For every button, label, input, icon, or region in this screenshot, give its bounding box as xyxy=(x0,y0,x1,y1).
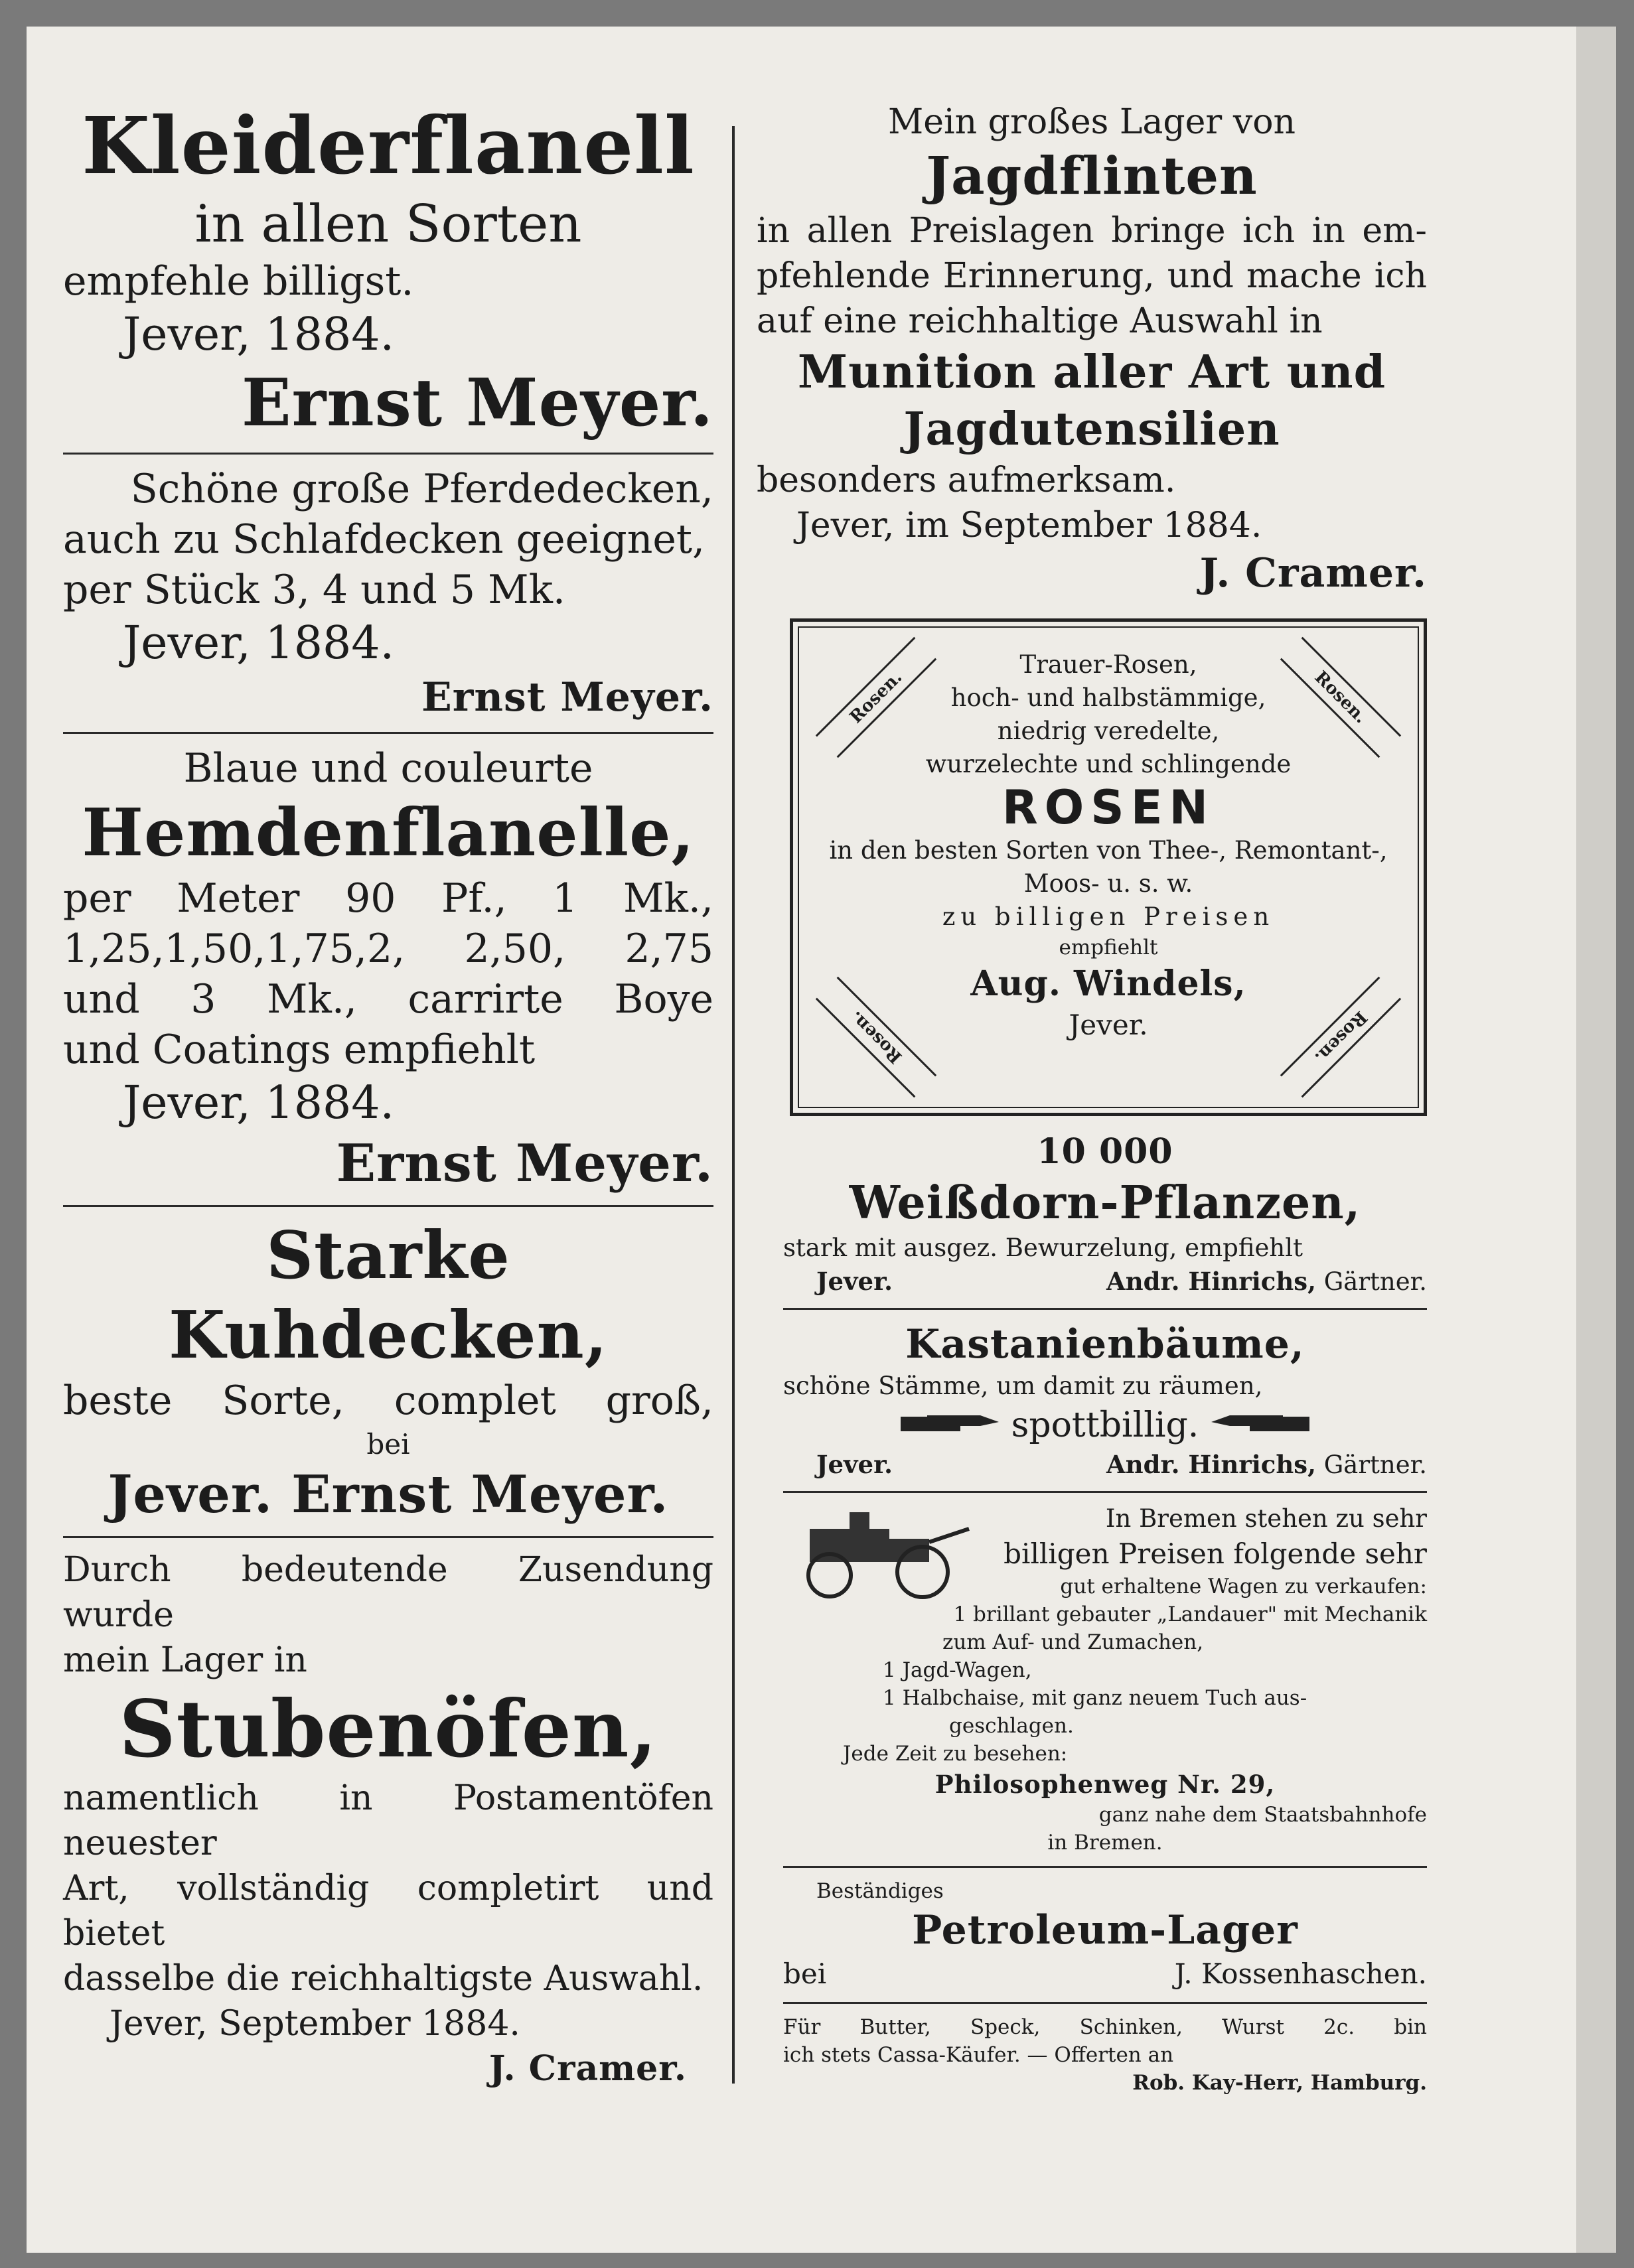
ad-signature-row xyxy=(783,1448,1427,1482)
ad-line: namentlich in Postamentöfen neuester xyxy=(63,1778,713,1863)
ad-line: Mein großes Lager von xyxy=(888,102,1296,142)
ad-wagen xyxy=(783,1502,1427,1857)
ad-line: ich stets Cassa-Käufer. — Offerten an xyxy=(783,2043,1174,2067)
ad-line: und Coatings empfiehlt xyxy=(63,1027,536,1073)
ad-line: empfiehlt xyxy=(1059,936,1158,959)
ad-title: Kleiderflanell xyxy=(82,100,695,192)
ad-title: Hemdenflanelle, xyxy=(82,795,695,871)
ad-price-row xyxy=(783,1403,1427,1448)
pointing-hand-left-icon xyxy=(1210,1410,1309,1437)
ad-place: Jever. xyxy=(816,1267,893,1296)
ad-petroleum xyxy=(783,1877,1427,1993)
rule xyxy=(63,1536,713,1538)
ad-rosen-box xyxy=(790,618,1427,1116)
ad-place: Jever, September 1884. xyxy=(110,2004,520,2044)
ad-signature: Andr. Hinrichs, xyxy=(1106,1267,1316,1296)
ad-signature: J. Cramer. xyxy=(1199,550,1427,597)
ad-kastanien xyxy=(783,1319,1427,1482)
ad-line: beste Sorte, complet groß, xyxy=(63,1378,713,1424)
ad-line: geschlagen. xyxy=(949,1714,1074,1738)
ad-line: in den besten Sorten von Thee-, Remontant-, xyxy=(829,836,1388,865)
ad-title: Jagdflinten xyxy=(926,146,1258,206)
ad-line: in Bremen. xyxy=(1047,1831,1163,1855)
right-column xyxy=(757,100,1427,2097)
ad-line: besonders aufmerksam. xyxy=(757,461,1176,500)
ad-line: In Bremen stehen zu sehr xyxy=(1105,1504,1427,1533)
ad-line: bei xyxy=(783,1957,827,1990)
ad-line: ganz nahe dem Staatsbahnhofe xyxy=(1098,1803,1427,1827)
ad-place: Jever. xyxy=(1069,1009,1148,1041)
ad-line: per Meter 90 Pf., 1 Mk., xyxy=(63,875,713,922)
corner-label: Rosen. xyxy=(816,977,936,1098)
ad-line: dasselbe die reichhaltigste Auswahl. xyxy=(63,1959,704,1999)
ad-place: Jever, 1884. xyxy=(123,309,395,361)
ad-line: mein Lager in xyxy=(63,1640,307,1680)
rule xyxy=(63,732,713,734)
ad-title: Petroleum-Lager xyxy=(912,1907,1298,1953)
rule xyxy=(63,1205,713,1207)
ad-signature: J. Cramer. xyxy=(488,2048,687,2089)
ad-line: gut erhaltene Wagen zu verkaufen: xyxy=(1060,1575,1427,1598)
ad-line: niedrig veredelte, xyxy=(997,717,1220,745)
ad-line: Durch bedeutende Zusendung wurde xyxy=(63,1550,713,1635)
ad-signature: Ernst Meyer. xyxy=(241,365,713,441)
ad-line: Blaue und couleurte xyxy=(183,745,593,792)
ad-signature: Ernst Meyer. xyxy=(421,674,713,721)
ad-jagdflinten xyxy=(757,100,1427,599)
pointing-hand-right-icon xyxy=(901,1410,1000,1437)
ad-line: wurzelechte und schlingende xyxy=(925,750,1292,778)
ad-trade: Gärtner. xyxy=(1323,1451,1427,1479)
rule xyxy=(783,2002,1427,2004)
ad-line: pfehlende Erinnerung, und mache ich xyxy=(757,256,1427,296)
ad-hemdenflanelle xyxy=(63,743,713,1196)
corner-label: Rosen. xyxy=(1280,977,1401,1098)
ad-signature: Ernst Meyer. xyxy=(336,1133,713,1194)
ad-title: ROSEN xyxy=(1002,780,1215,835)
ad-weissdorn xyxy=(783,1129,1427,1299)
ad-signature: Andr. Hinrichs, xyxy=(1106,1450,1316,1479)
ad-line: Trauer-Rosen, xyxy=(1019,650,1197,679)
rule xyxy=(783,1308,1427,1310)
ad-line: Art, vollständig completirt und bietet xyxy=(63,1869,713,1953)
ad-line: und 3 Mk., carrirte Boye xyxy=(63,976,713,1023)
column-divider xyxy=(732,126,735,2084)
ad-line: Beständiges xyxy=(816,1879,944,1903)
ad-line: spottbillig. xyxy=(1011,1405,1199,1445)
ad-line: Schöne große Pferdedecken, xyxy=(130,466,713,512)
ad-line: billigen Preisen folgende sehr xyxy=(1003,1537,1427,1570)
ad-signature-row xyxy=(783,1955,1427,1993)
left-column xyxy=(63,100,713,2091)
ad-line: stark mit ausgez. Bewurzelung, empfiehlt xyxy=(783,1234,1303,1262)
ad-place: Jever, 1884. xyxy=(123,617,395,670)
ad-trade: Gärtner. xyxy=(1323,1267,1427,1296)
ad-line: 1 Halbchaise, mit ganz neuem Tuch aus- xyxy=(883,1686,1307,1710)
rule xyxy=(63,453,713,455)
ad-title: Starke Kuhdecken, xyxy=(169,1218,608,1374)
ad-line: in allen Preislagen bringe ich in em- xyxy=(757,211,1427,251)
rule xyxy=(783,1491,1427,1493)
ad-line: Jede Zeit zu besehen: xyxy=(843,1742,1068,1766)
ad-line: 1 Jagd-Wagen, xyxy=(883,1658,1032,1682)
ad-line: Moos- u. s. w. xyxy=(1023,869,1193,898)
ad-place: Jever, im September 1884. xyxy=(796,506,1262,545)
ad-butter xyxy=(783,2013,1427,2097)
ad-line: Jagdutensilien xyxy=(903,403,1280,456)
ad-line: Für Butter, Speck, Schinken, Wurst 2c. bin xyxy=(783,2015,1427,2039)
ad-line: zum Auf- und Zumachen, xyxy=(942,1630,1204,1654)
ad-line: Munition aller Art und xyxy=(797,346,1386,399)
ad-line: 1,25,1,50,1,75,2, 2,50, 2,75 xyxy=(63,926,713,972)
corner-label: Rosen. xyxy=(1280,637,1401,758)
ad-signature: J. Kossenhaschen. xyxy=(1174,1957,1427,1990)
ad-title: Weißdorn-Pflanzen, xyxy=(849,1176,1361,1230)
ad-line: schöne Stämme, um damit zu räumen, xyxy=(783,1372,1263,1400)
ad-signature: Aug. Windels, xyxy=(970,963,1246,1004)
ad-line: Philosophenweg Nr. 29, xyxy=(934,1770,1276,1799)
ad-line: zu billigen Preisen xyxy=(942,902,1275,931)
ad-line: empfehle billigst. xyxy=(63,258,414,305)
ad-line: per Stück 3, 4 und 5 Mk. xyxy=(63,567,566,613)
ad-place: Jever. xyxy=(816,1450,893,1479)
ad-number: 10 000 xyxy=(1037,1131,1173,1172)
ad-stubenoefen xyxy=(63,1547,713,2091)
ad-signature: Jever. Ernst Meyer. xyxy=(108,1464,669,1525)
ad-line: auf eine reichhaltige Auswahl in xyxy=(757,301,1323,341)
rule xyxy=(783,1866,1427,1868)
ad-title: Kastanienbäume, xyxy=(905,1321,1305,1368)
ad-title: Stubenöfen, xyxy=(119,1683,658,1775)
ad-place: Jever, 1884. xyxy=(123,1077,395,1129)
ad-kuhdecken xyxy=(63,1216,713,1527)
ad-signature: Rob. Kay-Herr, Hamburg. xyxy=(1132,2071,1427,2095)
ad-line: bei xyxy=(366,1428,410,1460)
ad-kleiderflanell xyxy=(63,100,713,443)
ad-pferdedecken xyxy=(63,464,713,723)
ad-line: in allen Sorten xyxy=(194,194,582,254)
ad-line: 1 brillant gebauter „Landauer" mit Mechanik xyxy=(953,1602,1427,1626)
corner-label: Rosen. xyxy=(816,637,936,758)
ad-signature-row xyxy=(783,1265,1427,1299)
ad-line: hoch- und halbstämmige, xyxy=(950,683,1266,712)
page-edge xyxy=(1576,27,1616,2253)
ad-line: auch zu Schlafdecken geeignet, xyxy=(63,516,706,563)
carriage-illustration xyxy=(783,1502,982,1602)
